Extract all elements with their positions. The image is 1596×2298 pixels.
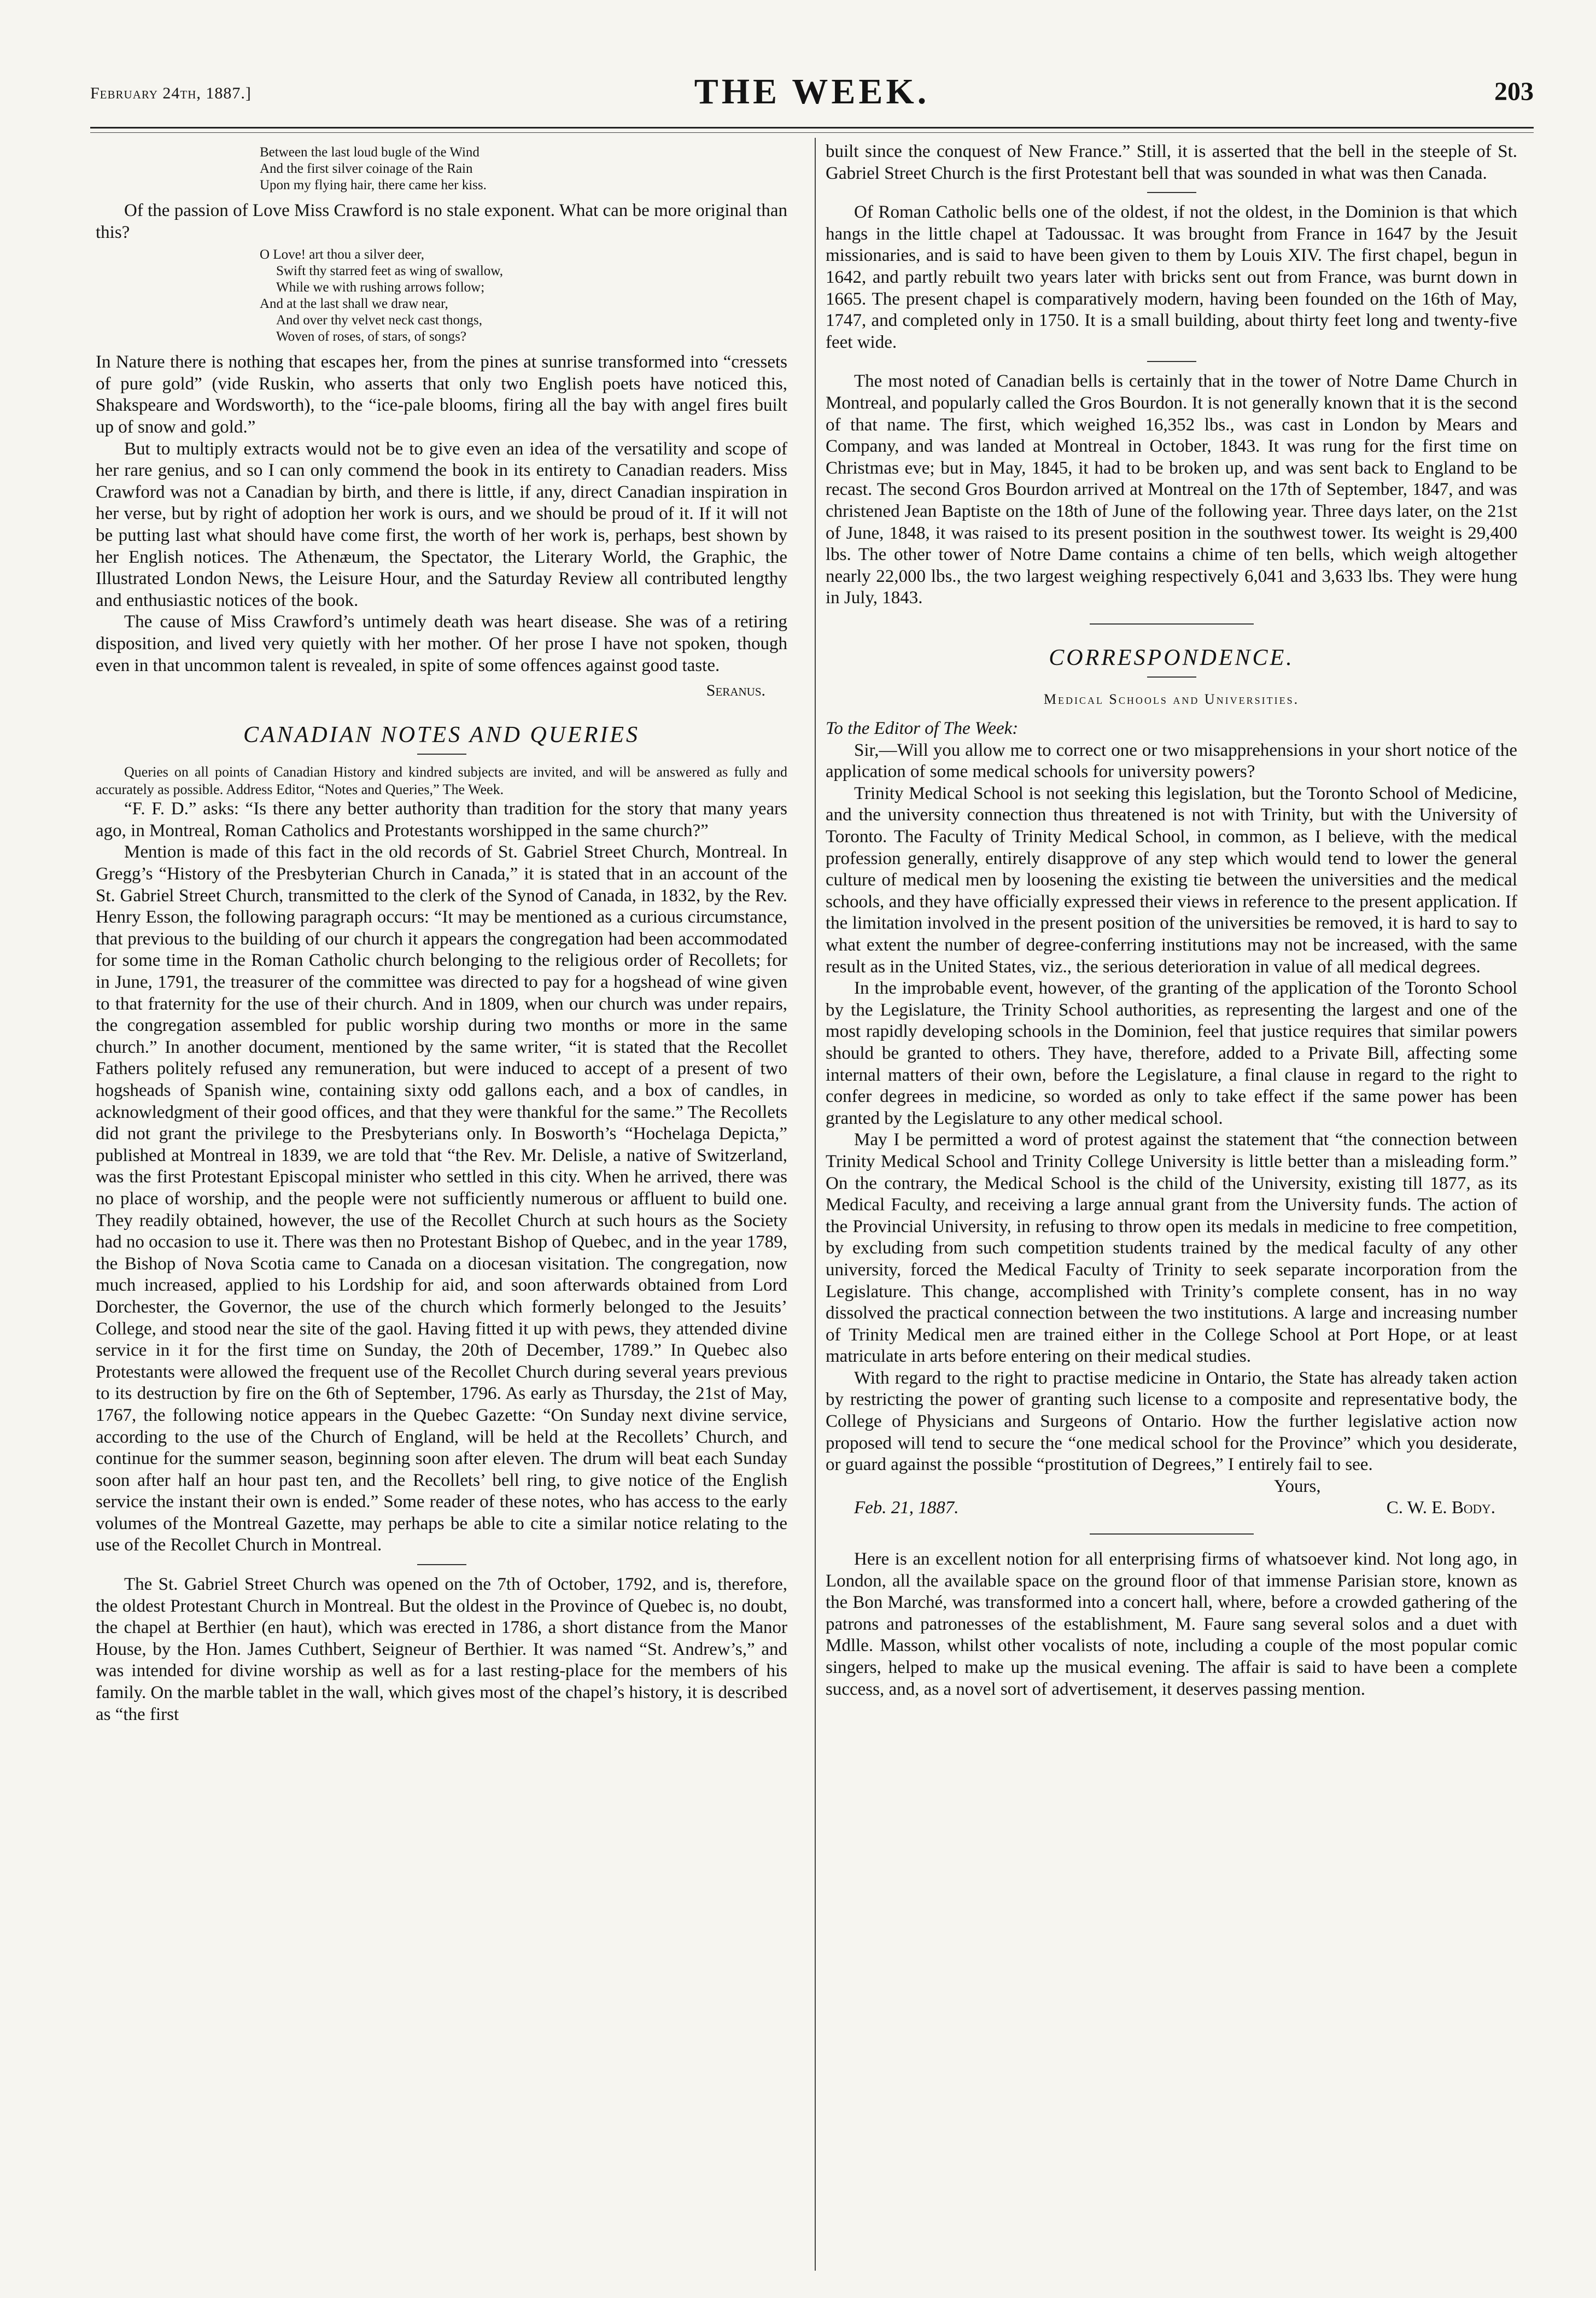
paragraph: Here is an excellent notion for all enterprising firms of whatsoever kind. Not long ago, in London, all the available space on the ground floor of that immense Parisian store, known as the Bon Marché, was transformed into a concert hall, where, before a crowded gathering of the patrons and patronesses of the establishment, M. Faure sang several solos and a duet with Mdlle. Masson, whilst other vocalists of note, including a couple of the most popular comic singers, helped to make up the musical evening. The affair is said to have been a complete success, and, as a novel sort of advertisement, it deserves passing mention. xyxy=(826,1549,1517,1699)
paragraph: Of the passion of Love Miss Crawford is no stale exponent. What can be more original than this? xyxy=(96,201,787,242)
issue-date: February 24th, 1887.] xyxy=(90,84,252,102)
poem-line: Upon my flying hair, there came her kiss. xyxy=(260,178,487,193)
poem-line: Between the last loud bugle of the Wind xyxy=(260,145,480,160)
column-divider xyxy=(815,138,816,2271)
poem-excerpt-2 xyxy=(260,247,787,345)
paragraph: Of Roman Catholic bells one of the oldest, if not the oldest, in the Dominion is that which hangs in the little chapel at Tadoussac. It was brought from France in 1647 by the Jesuit missionaries, and is said to have been given to them by Louis XIV. The first chapel, begun in 1642, and partly rebuilt two years later with bricks sent out from France, was burnt down in 1665. The present chapel is comparatively modern, having been founded on the 16th of May, 1747, and completed only in 1750. It is a small building, about thirty feet long and twenty-five feet wide. xyxy=(826,202,1517,352)
section-rule xyxy=(1090,623,1254,625)
poem-line: O Love! art thou a silver deer, xyxy=(260,247,424,263)
section-heading-correspondence: CORRESPONDENCE. xyxy=(1049,645,1294,670)
paragraph: May I be permitted a word of protest against the statement that “the connection between Trinity Medical School and Trinity College University is little better than a misleading form.” On the contrary, the Medical School is the child of the University, existing till 1877, as its Medical Faculty, and receiving a large annual grant from the University funds. The action of the Provincial University, in refusing to throw open its medals in medicine to free competition, by excluding from such competition students trained by the medical faculty of any other university, forced the Medical Faculty of Trinity to seek separate incorporation from the Legislature. This change, accomplished with Trinity’s complete consent, has in no way dissolved the practical connection between the two institutions. A large and increasing number of Trinity Medical men are trained either in the College School at Port Hope, or at least matriculate in arts before entering on their medical studies. xyxy=(826,1130,1517,1367)
poem-line: Woven of roses, of stars, of songs? xyxy=(276,329,466,345)
short-rule xyxy=(417,1564,466,1565)
poem-line: And the first silver coinage of the Rain xyxy=(260,161,473,176)
paragraph: With regard to the right to practise medicine in Ontario, the State has already taken action by restricting the power of granting such license to a composite and representative body, the College of Physicians and Surgeons of Ontario. How the further legislative action now proposed will tend to secure the “one medical school for the Province” which you desiderate, or guard against the possible “prostitution of Degrees,” I entirely fail to see. xyxy=(826,1368,1517,1475)
letter-dateline xyxy=(826,1497,1517,1519)
poem-line: While we with rushing arrows follow; xyxy=(276,280,485,295)
short-rule xyxy=(1147,361,1196,362)
page-number: 203 xyxy=(1494,77,1534,106)
right-column xyxy=(826,141,1517,1700)
poem-excerpt-1 xyxy=(260,144,787,194)
section-heading-notes: CANADIAN NOTES AND QUERIES xyxy=(243,722,640,748)
header-rule xyxy=(90,127,1534,129)
section-intro: Queries on all points of Canadian History and kindred subjects are invited, and will be answered as fully and accurately as possible. Address Editor, “Notes and Queries,” The Week. xyxy=(96,764,787,798)
paragraph: The cause of Miss Crawford’s untimely death was heart disease. She was of a retiring disposition, and lived very quietly with her mother. Of her prose I have not spoken, though even in that uncommon talent is revealed, in spite of some offences against good taste. xyxy=(96,612,787,675)
paragraph: But to multiply extracts would not be to give even an idea of the versatility and scope of her rare genius, and so I can only commend the book in its entirety to Canadian readers. Miss Crawford was not a Canadian by birth, and there is little, if any, direct Canadian inspiration in her verse, but by right of adoption her work is ours, and we should be proud of it. If it will not be putting last what should have come first, the worth of her work is, perhaps, best shown by her English notices. The Athenæum, the Spectator, the Literary World, the Graphic, the Illustrated London News, the Leisure Hour, and the Saturday Review all contributed lengthy and enthusiastic notices of the book. xyxy=(96,439,787,610)
letter-signature: C. W. E. Body. xyxy=(1386,1498,1495,1518)
paragraph: The St. Gabriel Street Church was opened on the 7th of October, 1792, and is, therefore, the oldest Protestant Church in Montreal. But the oldest in the Province of Quebec is, no doubt, the chapel at Berthier (en haut), which was erected in 1786, a short distance from the Manor House, by the Hon. James Cuthbert, Seigneur of Berthier. It was named “St. Andrew’s,” and was intended for divine worship as well as for a last resting-place for the members of his family. On the marble tablet in the wall, which gives most of the chapel’s history, it is described as “the first xyxy=(96,1574,787,1724)
section-rule xyxy=(1090,1533,1254,1535)
paragraph: Mention is made of this fact in the old records of St. Gabriel Street Church, Montreal. In Gregg’s “History of the Presbyterian Church in Canada,” it is stated that in an account of the St. Gabriel Street Church, transmitted to the clerk of the Synod of Canada, in 1832, by the Rev. Henry Esson, the following paragraph occurs: “It may be mentioned as a curious circumstance, that previous to the building of our church it appears the congregation had been accommodated for some time in the Roman Catholic church belonging to the religious order of Recollets; for in June, 1791, the treasurer of the committee was directed to pay for a hogshead of wine given to that fraternity for the use of their church. And in 1809, when our church was under repairs, the congregation assembled for public worship during two months or more in the same church.” In another document, mentioned by the same writer, “it is stated that the Recollet Fathers politely refused any remuneration, but were induced to accept of a present of two hogsheads of Spanish wine, containing sixty odd gallons each, and a box of candles, in acknowledgment of their good offices, and that they were thankful for the same.” The Recollets did not grant the privilege to the Presbyterians only. In Bosworth’s “Hochelaga Depicta,” published at Montreal in 1839, we are told that “the Rev. Mr. Delisle, a native of Switzerland, was the first Protestant Episcopal minister who settled in this city. When he arrived, there was no place of worship, and the people were not sufficiently numerous or affluent to build one. They readily obtained, however, the use of the Recollet Church at such hours as the Society had no occasion to use it. There was then no Protestant Bishop of Quebec, and in the year 1789, the Bishop of Nova Scotia came to Canada on a diocesan visitation. The congregation, now much increased, applied to his Lordship for aid, and soon afterwards obtained from Lord Dorchester, the Governor, the use of the church which formerly belonged to the Jesuits’ College, and stood near the site of the gaol. Having fitted it up with pews, they attended divine service in it for the first time on Sunday, the 20th of December, 1789.” In Quebec also Protestants were allowed the frequent use of the Recollet Church during several years previous to its destruction by fire on the 6th of September, 1796. As early as Thursday, the 21st of May, 1767, the following notice appears in the Quebec Gazette: “On Sunday next divine service, according to the use of the Church of England, will be held at the Recollets’ Church, and continue for the summer season, beginning soon after eleven. The drum will beat each Sunday soon after half an hour past ten, and the Recollets’ bell ring, to give notice of the English service the instant their own is ended.” Some reader of these notes, who has access to the early volumes of the Montreal Gazette, may perhaps be able to cite a similar notice relating to the use of the Recollet Church in Montreal. xyxy=(96,842,788,1555)
letter-date: Feb. 21, 1887. xyxy=(854,1498,959,1518)
paragraph: built since the conquest of New France.” Still, it is asserted that the bell in the steeple of St. Gabriel Street Church is the first Protestant bell that was sounded in what was then Canada. xyxy=(826,142,1517,183)
letter-closing xyxy=(826,1476,1517,1498)
letter-salutation: To the Editor of The Week: xyxy=(826,719,1019,739)
paragraph: The most noted of Canadian bells is certainly that in the tower of Notre Dame Church in Montreal, and popularly called the Gros Bourdon. It is not generally known that it is the second of that name. The first, which weighed 16,352 lbs., was cast in London by Mears and Company, and was landed at Montreal in October, 1843. It was rung for the first time on Christmas eve; but in May, 1845, it had to be broken up, and was sent back to England to be recast. The second Gros Bourdon arrived at Montreal on the 17th of September, 1847, and was christened Jean Baptiste on the 18th of June of the following year. Three days later, on the 21st of June, 1848, it was raised to its present position in the southwest tower. Its weight is 29,400 lbs. The other tower of Notre Dame contains a chime of ten bells, which weigh altogether nearly 22,000 lbs., the two largest weighing respectively 6,041 and 3,633 lbs. They were hung in July, 1843. xyxy=(826,371,1517,608)
poem-line: And over thy velvet neck cast thongs, xyxy=(276,313,482,328)
paragraph: Trinity Medical School is not seeking this legislation, but the Toronto School of Medicine, and the university connection thus threatened is not with Trinity, but with the University of Toronto. The Faculty of Trinity Medical School, in common, as I believe, with the medical profession generally, entirely disapprove of any step which would tend to lower the general culture of medical men by loosening the existing tie between the universities and the medical schools, and they have officially expressed their views in reference to the present application. If the limitation involved in the present position of the universities be removed, it is hard to say to what extent the number of degree-conferring institutions may not be increased, with the same result as in the United States, viz., the serious deterioration in value of all medical degrees. xyxy=(826,783,1517,977)
poem-line: And at the last shall we draw near, xyxy=(260,296,448,312)
header-rule-thin xyxy=(90,132,1534,133)
letter-closing-word: Yours, xyxy=(1274,1476,1321,1496)
masthead-title: THE WEEK. xyxy=(694,72,930,112)
paragraph: In the improbable event, however, of the granting of the application of the Toronto School by the Legislature, the Trinity School authorities, as representing the largest and one of the most rapidly developing schools in the Dominion, feel that justice requires that similar powers should be granted to others. They have, therefore, added to a Private Bill, affecting some internal matters of their own, before the Legislature, a final clause in regard to the right to confer degrees in medicine, so worded as only to take effect if the same power has been granted by the Legislature to any other medical school. xyxy=(826,978,1517,1128)
page-header xyxy=(90,65,1534,125)
paragraph: Sir,—Will you allow me to correct one or two misapprehensions in your short notice of the application of some medical schools for university powers? xyxy=(826,740,1517,782)
short-rule xyxy=(417,754,466,755)
author-signature: Seranus. xyxy=(706,681,765,700)
letter-subheading: Medical Schools and Universities. xyxy=(1043,691,1300,708)
paragraph: In Nature there is nothing that escapes her, from the pines at sunrise transformed into “cressets of pure gold” (vide Ruskin, who asserts that only two English poets have noticed this, Shakspeare and Wordsworth), to the “ice-pale blooms, firing all the bay with angel fires built up of snow and gold.” xyxy=(96,352,787,437)
left-column xyxy=(96,141,787,1725)
query-paragraph: “F. F. D.” asks: “Is there any better authority than tradition for the story that many years ago, in Montreal, Roman Catholics and Protestants worshipped in the same church?” xyxy=(96,799,787,841)
poem-line: Swift thy starred feet as wing of swallow, xyxy=(276,264,503,279)
short-rule xyxy=(1147,676,1196,678)
short-rule xyxy=(1147,192,1196,193)
